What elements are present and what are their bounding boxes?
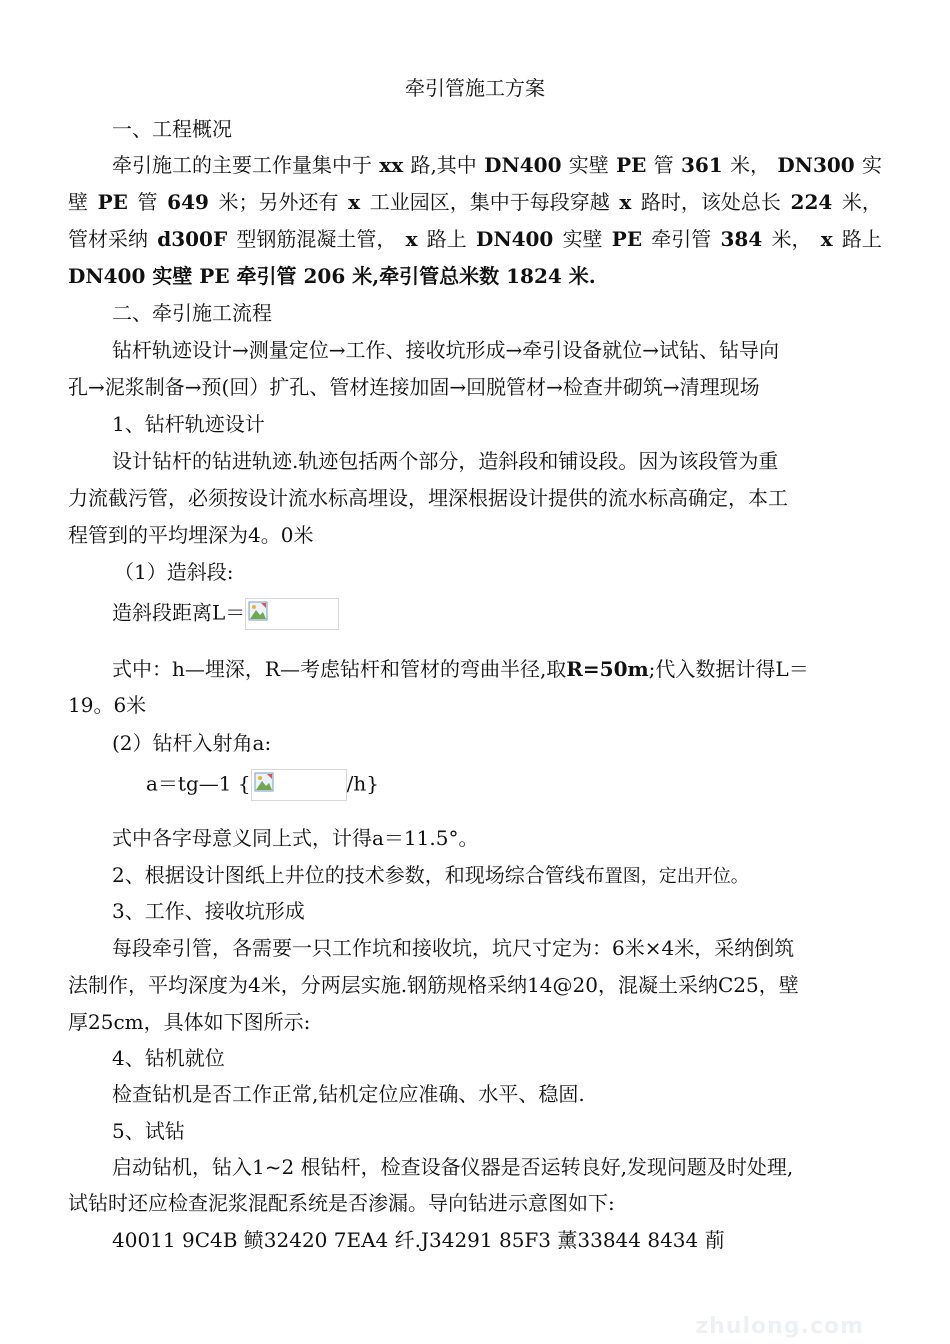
formula-2-image [251,769,347,801]
item-4-heading: 4、钻机就位 [112,1046,225,1070]
doc-title: 牵引管施工方案 [405,76,545,100]
p1-token: PE [97,190,128,214]
p1-token: 米；另外还有 [218,190,339,214]
p1-token: 管 [653,153,674,177]
p1-line-2 [68,189,882,215]
p1-token: 实壁 [562,227,603,251]
p1-token: DN400 [484,153,562,177]
p2-line-3: 程管到的平均埋深为4。0米 [68,523,314,547]
p1-token: 型钢筋混凝土管， [236,227,397,251]
p5-line-3: 厚25cm，具体如下图所示: [68,1010,311,1034]
p1-token: 工业园区，集中于每段穿越 [369,190,610,214]
section-1-heading: 一、工程概况 [112,117,232,141]
p7-line-1: 启动钻机，钻入1~2 根钻杆，检查设备仪器是否运转良好,发现问题及时处理, [112,1155,794,1179]
flow-line-1: 钻杆轨迹设计→测量定位→工作、接收坑形成→牵引设备就位→试钻、钻导向 [112,338,780,362]
p1-token: x [619,190,632,214]
item-3-heading: 3、工作、接收坑形成 [112,899,305,923]
p1-token: 361 [680,153,723,177]
p6: 检查钻机是否工作正常,钻机定位应准确、水平、稳固. [112,1082,585,1106]
p2-line-2: 力流截污管，必须按设计流水标高埋设，埋深根据设计提供的流水标高确定，本工 [68,486,788,510]
p1-token: x [405,227,418,251]
p1-line-1 [112,152,882,178]
p1-token: xx [379,153,404,177]
p5-line-1: 每段牵引管，各需要一只工作坑和接收坑，坑尺寸定为：6米×4米，采纳倒筑 [112,936,795,960]
p1-token: DN400 [475,227,554,251]
p1-token: 牵引管 [651,227,712,251]
p7-line-2: 试钻时还应检查泥浆混配系统是否渗漏。导向钻进示意图如下: [68,1191,615,1215]
p1-token: PE [616,153,647,177]
p1-token: 路上 [841,227,882,251]
p1-token: 实壁 [568,153,609,177]
formula-1 [112,598,339,630]
p5-line-2: 法制作，平均深度为4米，分两层实施.钢筋规格采纳14@20，混凝土采纳C25，壁 [68,973,799,997]
flow-line-2: 孔→泥浆制备→预(回）扩孔、管材连接加固→回脱管材→检查井砌筑→清理现场 [68,375,760,399]
item-5-heading: 5、试钻 [112,1119,185,1143]
p3-line-1 [112,656,809,682]
p1-token: 实 [861,153,882,177]
p1-token: 224 [790,190,833,214]
p1-token: 米， [841,190,882,214]
formula-2-suffix: /h} [346,771,379,796]
p1-token: 649 [167,190,209,214]
p1-line-3 [68,226,882,252]
p1-token: 壁 [68,190,88,214]
p1-token: 管 [137,190,158,214]
p1-token: 米， [771,227,812,251]
p3-line-2: 19。6米 [68,693,147,717]
p4: 式中各字母意义同上式，计得a＝11.5°。 [112,826,479,850]
broken-image-icon [254,772,274,792]
p3-text-b: R=50m [566,657,649,681]
sub-2-heading: (2）钻杆入射角a: [112,731,272,755]
section-2-heading: 二、牵引施工流程 [112,301,272,325]
p3-text-c: ;代入数据计得L＝ [648,657,809,681]
p1-token: 路时，该处总长 [640,190,781,214]
formula-1-image [245,598,339,630]
p3-text-a: 式中：h—埋深，R—考虑钻杆和管材的弯曲半径,取 [112,657,567,681]
p1-token: x [348,190,361,214]
p2-line-1: 设计钻杆的钻进轨迹.轨迹包括两个部分，造斜段和铺设段。因为该段管为重 [112,449,779,473]
p1-line-4: DN400 实壁 PE 牵引管 206 米,牵引管总米数 1824 米. [68,264,596,288]
p1-token: 384 [720,227,763,251]
item-2-main: 2、根据设计图纸上井位的技术参数，和现场综合管线布 [112,863,605,887]
item-2 [112,862,749,890]
item-1-heading: 1、钻杆轨迹设计 [112,412,265,436]
formula-2-prefix: a＝tg—1 { [146,771,251,796]
item-2-tail: 置图，定出开位。 [604,866,749,887]
p1-token: 牵引施工的主要工作量集中于 [112,153,372,177]
p1-token: 路上 [426,227,467,251]
code-line: 40011 9C4B 鲼32420 7EA4 纤.J34291 85F3 薰33844 8434 萷 [112,1228,725,1252]
formula-1-label: 造斜段距离L＝ [112,600,246,625]
p1-token: 路,其中 [410,153,477,177]
watermark: zhulong.com [695,1314,864,1339]
p1-token: PE [611,227,643,251]
broken-image-icon [248,601,268,621]
p1-token: d300F [157,227,228,251]
p1-token: 米， [730,153,771,177]
p1-token: 管材采纳 [68,227,148,251]
p1-token: x [820,227,833,251]
p1-token: DN300 [777,153,855,177]
sub-1-heading: （1）造斜段: [114,560,234,584]
formula-2 [146,769,379,801]
